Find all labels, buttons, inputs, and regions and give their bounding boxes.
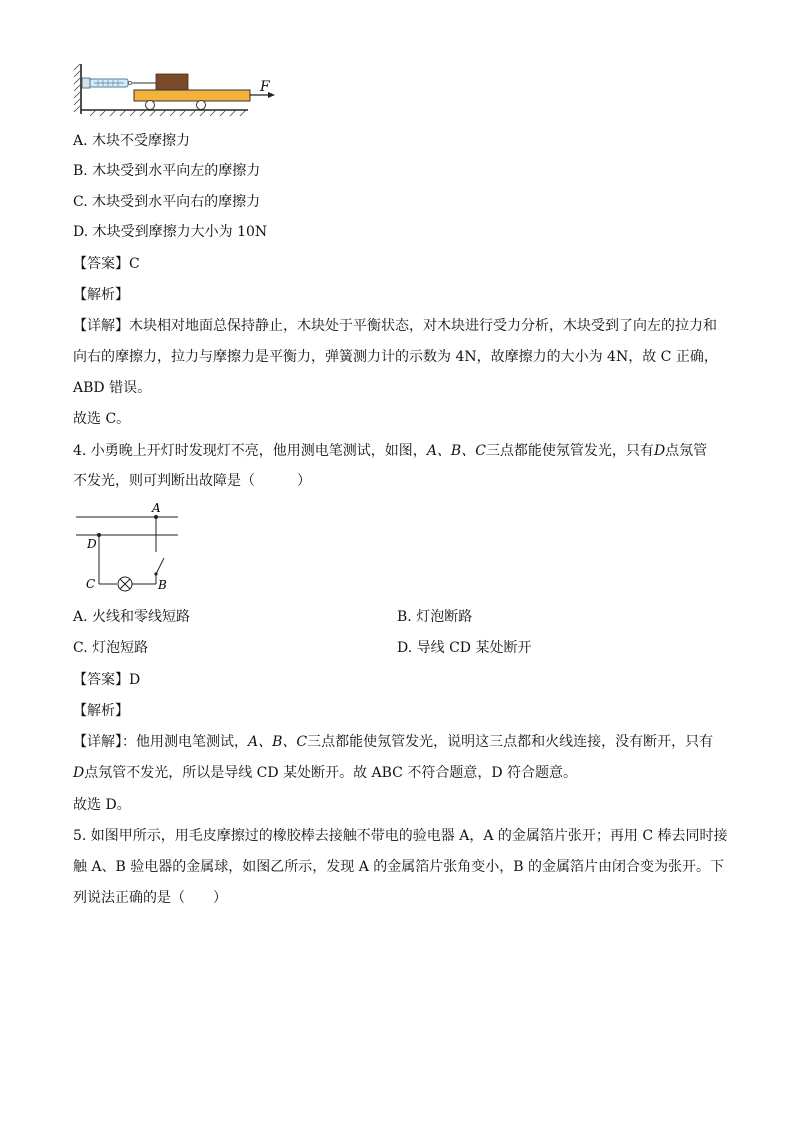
q5-stem-line: 触 A、B 验电器的金属球，如图乙所示，发现 A 的金属箔片张角变小，B 的金属箔片由闭合变为张开。下 bbox=[73, 859, 725, 875]
q3-answer: 【答案】C bbox=[73, 256, 140, 272]
q3-option-c: C. 木块受到水平向右的摩擦力 bbox=[73, 194, 261, 210]
label-c: C bbox=[86, 577, 96, 591]
q3-detail-line: 向右的摩擦力，拉力与摩擦力是平衡力，弹簧测力计的示数为 4N，故摩擦力的大小为 4N，故 C 正确， bbox=[73, 349, 718, 365]
label-d: D bbox=[87, 537, 97, 551]
q4-stem-text: 三点都能使氖管发光，只有 bbox=[485, 443, 654, 459]
q4-detail-points: A、B、C bbox=[248, 734, 308, 750]
q4-stem-line2: 不发光，则可判断出故障是（ ） bbox=[73, 473, 311, 489]
q5-stem-line: 5. 如图甲所示，用毛皮摩擦过的橡胶棒去接触不带电的验电器 A，A 的金属箔片张开；再用 C 棒去同时接 bbox=[73, 828, 728, 844]
q3-conclusion: 故选 C。 bbox=[73, 411, 131, 427]
lamp-icon bbox=[118, 577, 132, 591]
q4-stem-point-d: D bbox=[653, 443, 666, 459]
q4-detail-text: 点氖管不发光，所以是导线 CD 某处断开。故 ABC 不符合题意，D 符合题意。 bbox=[84, 765, 578, 781]
spring-scale bbox=[82, 78, 132, 88]
figure-circuit bbox=[70, 500, 190, 592]
wood-block bbox=[156, 74, 188, 90]
q3-detail-line: ABD 错误。 bbox=[73, 380, 152, 396]
q3-analysis-heading: 【解析】 bbox=[73, 287, 129, 303]
q4-answer: 【答案】D bbox=[73, 672, 141, 688]
q5-stem-line: 列说法正确的是（ ） bbox=[73, 890, 227, 906]
q3-option-a: A. 木块不受摩擦力 bbox=[73, 133, 191, 149]
q4-detail-point-d: D bbox=[73, 765, 85, 781]
q4-analysis-heading: 【解析】 bbox=[73, 703, 129, 719]
q4-stem-text: 点氖管 bbox=[665, 443, 708, 459]
q4-detail-text: 【详解】：他用测电笔测试， bbox=[73, 734, 248, 750]
label-b: B bbox=[158, 578, 167, 592]
switch bbox=[156, 558, 164, 574]
q3-option-d: D. 木块受到摩擦力大小为 10N bbox=[73, 224, 268, 240]
board bbox=[134, 90, 250, 101]
q4-detail-text: 三点都能使氖管发光，说明这三点都和火线连接，没有断开，只有 bbox=[307, 734, 714, 750]
q3-option-b: B. 木块受到水平向左的摩擦力 bbox=[73, 163, 261, 179]
label-a: A bbox=[152, 501, 161, 515]
force-label: F bbox=[260, 79, 270, 95]
q4-detail-line1 bbox=[73, 732, 713, 752]
q4-option-a: A. 火线和零线短路 bbox=[73, 609, 191, 625]
q4-detail-line2 bbox=[73, 763, 577, 783]
q4-stem-line1 bbox=[73, 441, 707, 461]
q4-option-d: D. 导线 CD 某处断开 bbox=[397, 640, 532, 656]
q3-detail-line: 【详解】木块相对地面总保持静止，木块处于平衡状态，对木块进行受力分析，木块受到了向左的拉力和 bbox=[73, 318, 717, 334]
q4-stem-points: A、B、C bbox=[426, 443, 486, 459]
q4-stem-text: 4. 小勇晚上开灯时发现灯不亮，他用测电笔测试，如图， bbox=[73, 443, 427, 459]
figure-block-on-board bbox=[70, 62, 280, 122]
q4-option-b: B. 灯泡断路 bbox=[397, 609, 473, 625]
q4-option-c: C. 灯泡短路 bbox=[73, 640, 149, 656]
q4-conclusion: 故选 D。 bbox=[73, 797, 131, 813]
